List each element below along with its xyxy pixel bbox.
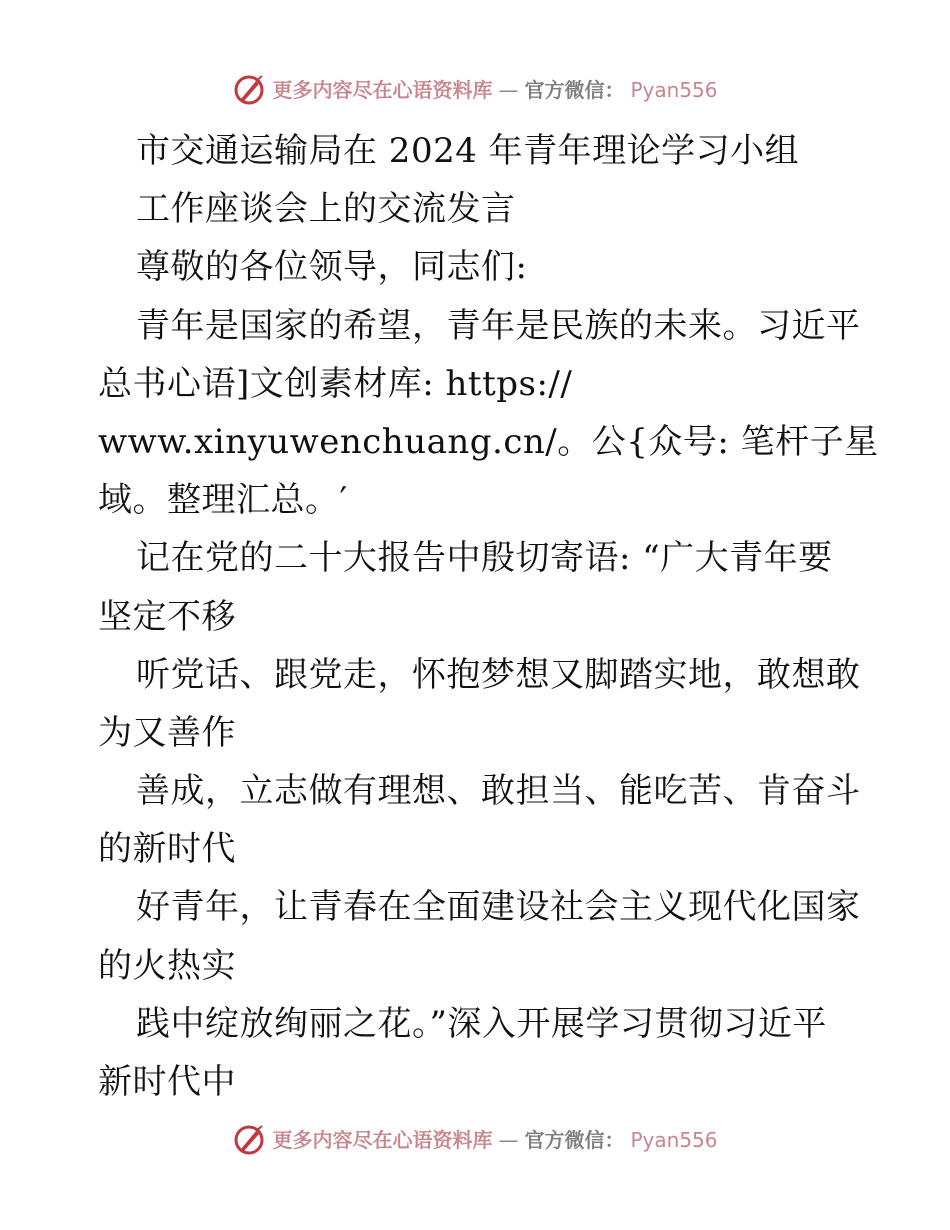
paragraph-line: 的火热实 <box>98 945 236 986</box>
paragraph-line: 听党话、跟党走，怀抱梦想又脚踏实地，敢想敢 <box>136 654 861 695</box>
watermark-wechat-label: 官方微信： <box>524 1128 625 1152</box>
footer-watermark <box>0 1120 950 1160</box>
watermark-wechat-label: 官方微信： <box>524 78 625 102</box>
header-watermark <box>0 70 950 110</box>
watermark-dash: — <box>498 1128 519 1152</box>
document-title-line-1: 市交通运输局在 2024 年青年理论学习小组 <box>136 131 800 171</box>
watermark-wechat-id: Pyan556 <box>630 1128 718 1152</box>
document-title-line-2: 工作座谈会上的交流发言 <box>136 189 516 230</box>
paragraph-line: 记在党的二十大报告中殷切寄语: “广大青年要 <box>136 538 833 579</box>
paragraph-line: 新时代中 <box>98 1062 236 1102</box>
paragraph-line: www.xinyuwenchuang.cn/。公{众号: 笔杆子星 <box>98 421 879 462</box>
watermark-wechat-id: Pyan556 <box>630 78 718 102</box>
quill-pen-logo-icon <box>232 73 266 107</box>
salutation: 尊敬的各位领导，同志们: <box>136 247 528 288</box>
watermark-dash: — <box>498 78 519 102</box>
paragraph-line: 总书心语]文创素材库: https:// <box>98 363 573 404</box>
quill-pen-logo-icon <box>232 1123 266 1157</box>
paragraph-line: 善成，立志做有理想、敢担当、能吃苦、肯奋斗 <box>136 771 861 812</box>
paragraph-line: 的新时代 <box>98 829 236 870</box>
document-body <box>98 122 879 1111</box>
paragraph-line: 青年是国家的希望，青年是民族的未来。习近平 <box>136 305 861 346</box>
paragraph-line: 好青年，让青春在全面建设社会主义现代化国家 <box>136 887 861 928</box>
paragraph-line: 践中绽放绚丽之花。”深入开展学习贯彻习近平 <box>136 1003 827 1044</box>
paragraph-line: 为又善作 <box>98 712 236 753</box>
watermark-main-text: 更多内容尽在心语资料库 <box>272 78 493 102</box>
paragraph-line: 坚定不移 <box>98 596 236 637</box>
paragraph-line: 域。整理汇总。′ <box>98 480 348 521</box>
watermark-main-text: 更多内容尽在心语资料库 <box>272 1128 493 1152</box>
